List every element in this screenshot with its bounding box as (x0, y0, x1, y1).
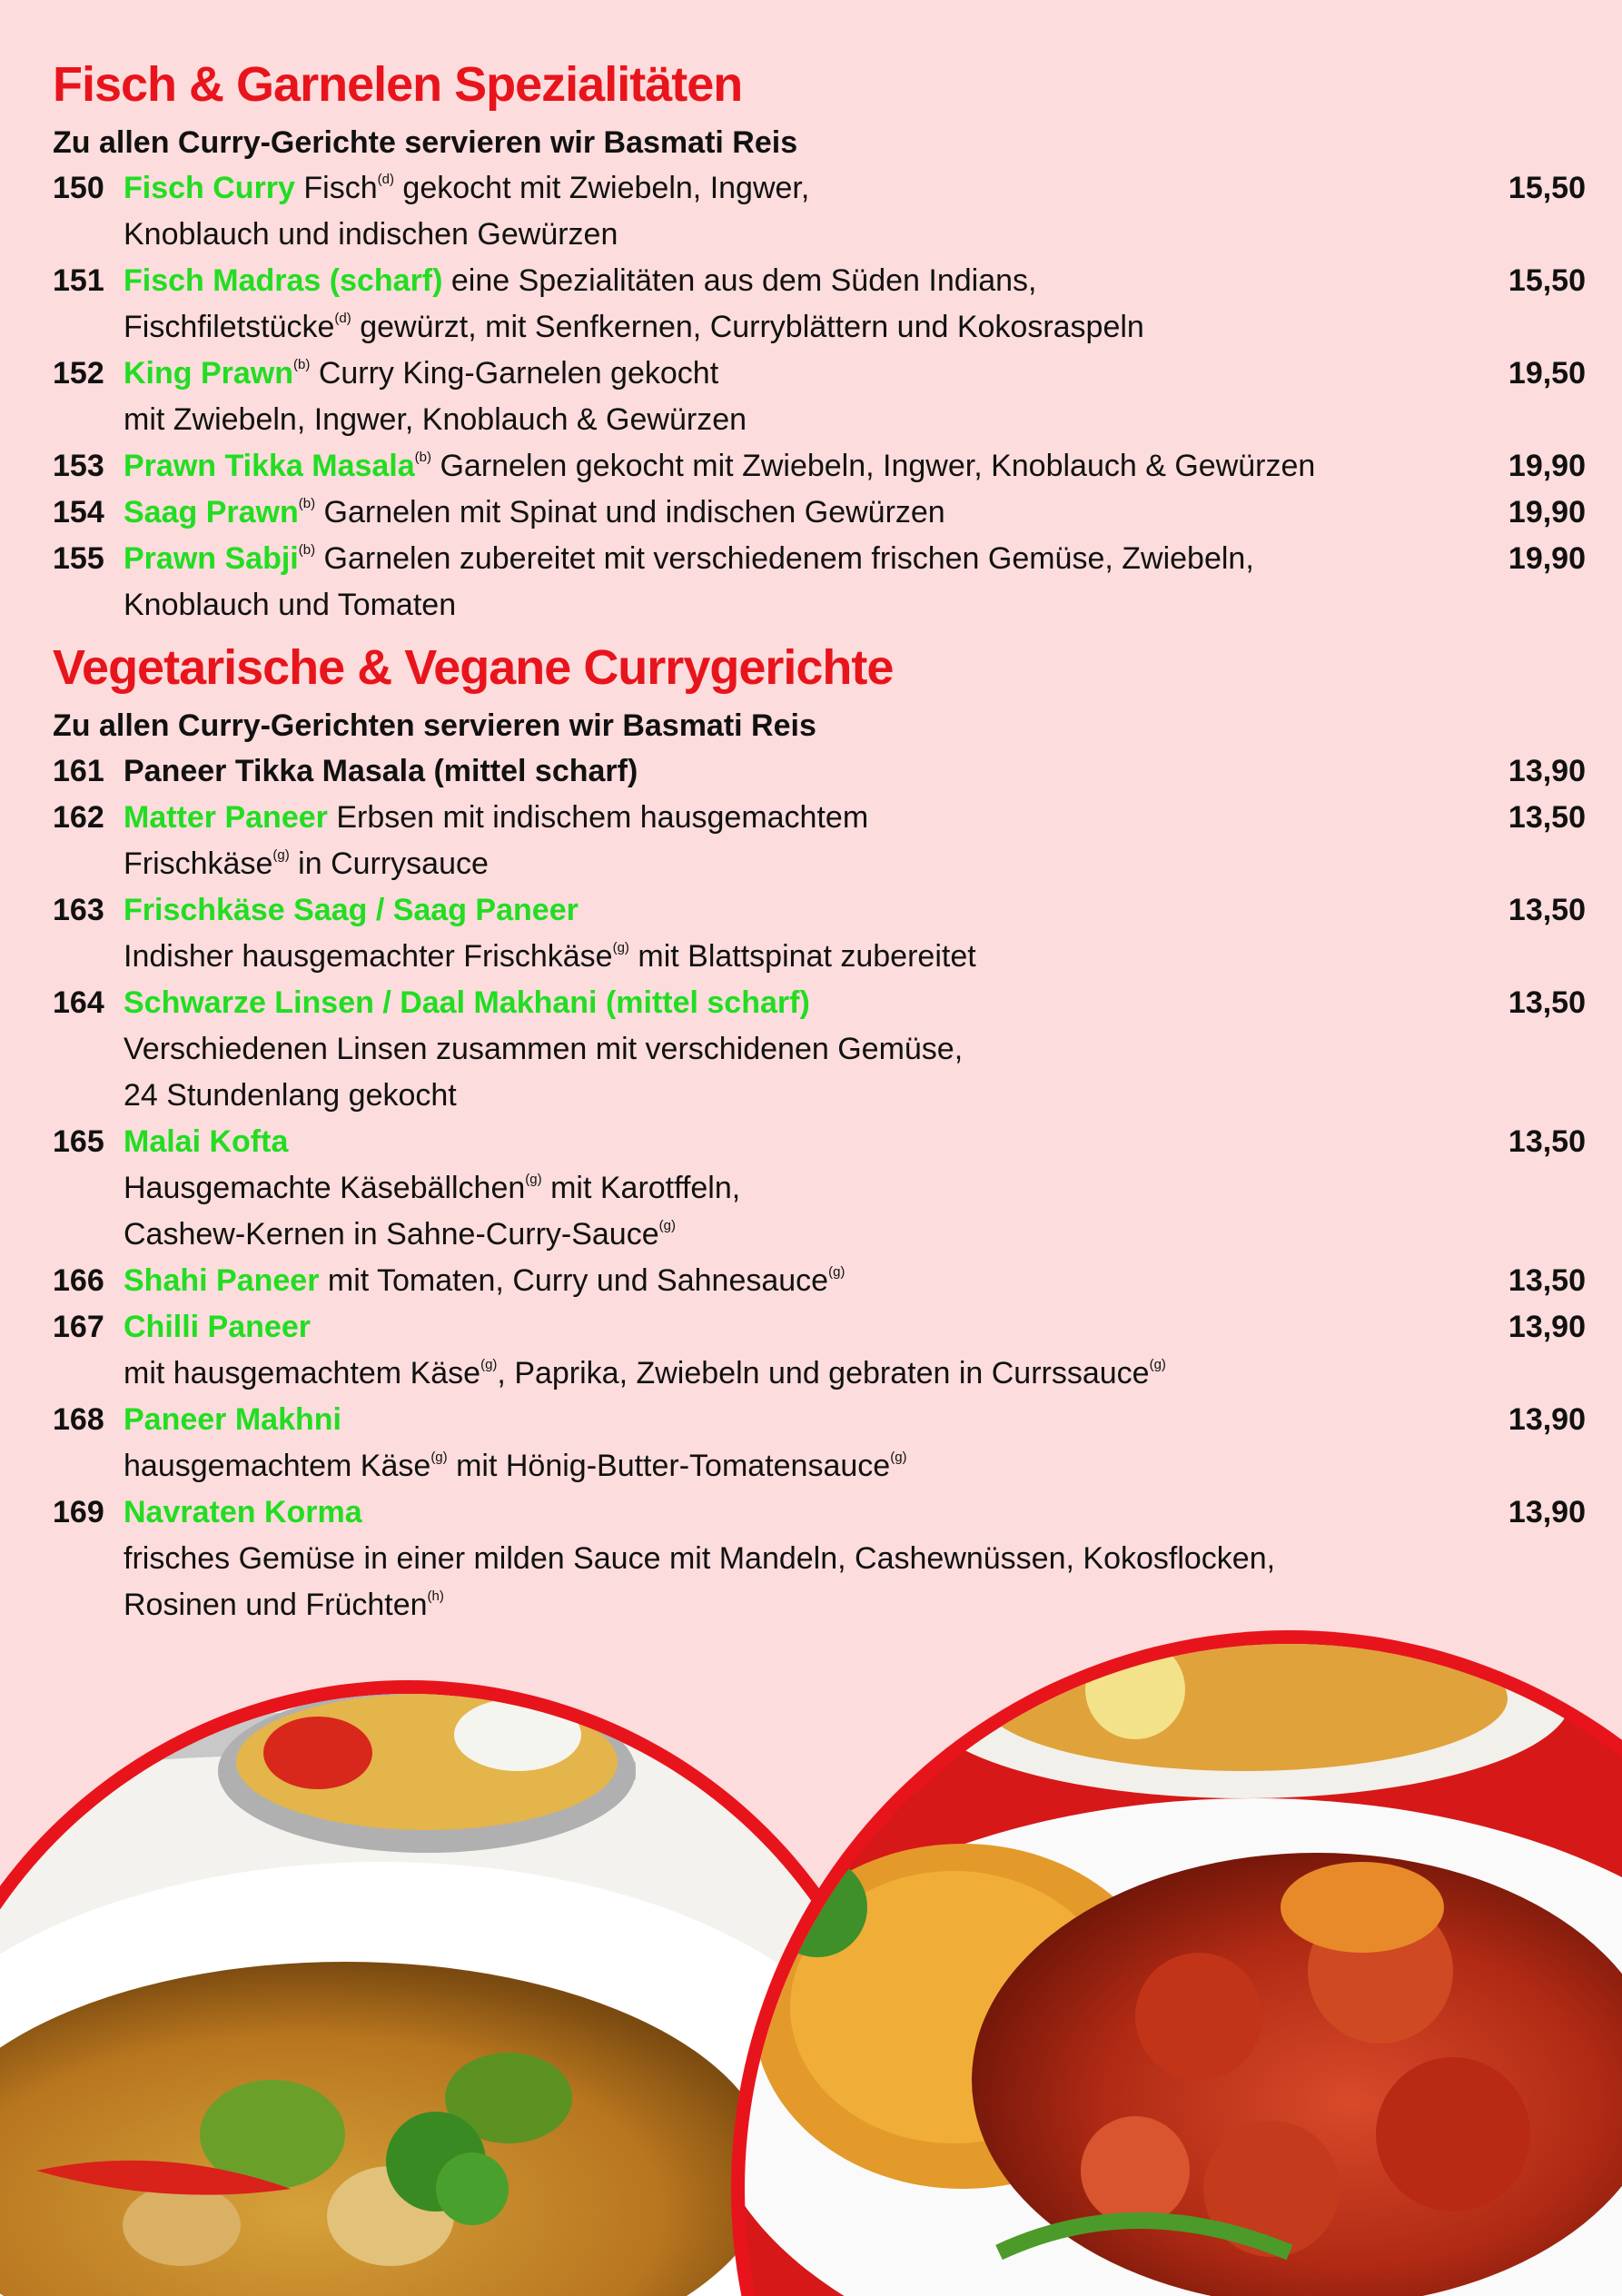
item-name: King Prawn (124, 356, 294, 391)
item-body (124, 258, 1449, 351)
item-number: 153 (53, 449, 104, 483)
item-number: 165 (53, 1124, 104, 1159)
item-name: Fisch Madras (scharf) (124, 263, 443, 298)
item-line (124, 980, 1449, 1026)
food-photos (0, 1626, 1622, 2296)
item-description: Curry King-Garnelen gekocht (310, 356, 719, 391)
item-line (124, 795, 1449, 841)
item-price: 13,50 (1508, 1124, 1586, 1159)
item-line (124, 1026, 1449, 1073)
item-body (124, 1304, 1449, 1397)
item-body (124, 351, 1449, 443)
item-body (124, 980, 1449, 1119)
item-description: mit Tomaten, Curry und Sahnesauce (319, 1263, 829, 1298)
item-description: Indisher hausgemachter Frischkäse (124, 939, 613, 974)
item-description: Hausgemachte Käsebällchen (124, 1171, 526, 1205)
menu-item (53, 351, 1586, 443)
item-body (124, 165, 1449, 258)
item-description: mit Blattspinat zubereitet (628, 939, 976, 974)
item-description: Frischkäse (124, 846, 273, 881)
item-number: 154 (53, 495, 104, 529)
menu-item (53, 443, 1586, 490)
allergen-mark: (d) (334, 311, 351, 326)
item-line (124, 490, 1449, 536)
section-subtitle: Zu allen Curry-Gerichte servieren wir Basmati Reis (53, 125, 798, 160)
item-name: Malai Kofta (124, 1124, 289, 1159)
item-line (124, 934, 1449, 980)
item-price: 13,50 (1508, 1263, 1586, 1298)
allergen-mark: (g) (480, 1357, 498, 1372)
item-description: mit Karotffeln, (541, 1171, 741, 1205)
item-price: 13,50 (1508, 893, 1586, 927)
item-body (124, 1397, 1449, 1489)
allergen-mark: (g) (828, 1264, 846, 1280)
menu-item (53, 980, 1586, 1119)
item-description: Garnelen gekocht mit Zwiebeln, Ingwer, Knoblauch & Gewürzen (431, 449, 1316, 483)
item-description: mit Zwiebeln, Ingwer, Knoblauch & Gewürzen (124, 402, 747, 437)
item-description: Rosinen und Früchten (124, 1588, 428, 1622)
allergen-mark: (g) (612, 940, 629, 955)
item-line (124, 1073, 1449, 1119)
item-description: Erbsen mit indischem hausgemachtem (327, 800, 869, 835)
item-line (124, 351, 1449, 397)
item-line (124, 397, 1449, 443)
item-line (124, 1489, 1449, 1536)
menu-section (53, 54, 1586, 628)
item-line (124, 304, 1449, 351)
menu-item (53, 1489, 1586, 1628)
item-body (124, 490, 1449, 536)
item-description: gekocht mit Zwiebeln, Ingwer, (393, 171, 810, 205)
item-price: 13,90 (1508, 1402, 1586, 1437)
menu-item (53, 1397, 1586, 1489)
item-name: Prawn Tikka Masala (124, 449, 415, 483)
item-name: Chilli Paneer (124, 1310, 311, 1344)
menu-section (53, 638, 1586, 1628)
item-number: 166 (53, 1263, 104, 1298)
item-description: Knoblauch und indischen Gewürzen (124, 217, 618, 252)
tikka-photo (708, 1626, 1622, 2296)
item-line (124, 1304, 1449, 1351)
allergen-mark: (g) (890, 1450, 907, 1465)
item-name: Shahi Paneer (124, 1263, 320, 1298)
item-price: 13,90 (1508, 1495, 1586, 1529)
item-description: hausgemachtem Käse (124, 1449, 431, 1483)
menu-item (53, 490, 1586, 536)
item-price: 19,90 (1508, 449, 1586, 483)
allergen-mark: (g) (272, 847, 290, 863)
menu-item (53, 1304, 1586, 1397)
item-description: Fisch (294, 171, 378, 205)
item-name: Paneer Makhni (124, 1402, 341, 1437)
item-body (124, 887, 1449, 980)
item-body (124, 748, 1449, 795)
item-number: 164 (53, 985, 104, 1020)
item-description: , Paprika, Zwiebeln und gebraten in Currssauce (497, 1356, 1150, 1390)
allergen-mark: (b) (298, 496, 316, 511)
item-price: 15,50 (1508, 263, 1586, 298)
item-name: Prawn Sabji (124, 541, 299, 576)
allergen-mark: (g) (1149, 1357, 1166, 1372)
item-body (124, 536, 1449, 628)
item-price: 19,50 (1508, 356, 1586, 391)
allergen-mark: (g) (525, 1172, 542, 1187)
item-price: 19,90 (1508, 495, 1586, 529)
item-line (124, 1582, 1449, 1628)
item-description: eine Spezialitäten aus dem Süden Indians, (442, 263, 1037, 298)
item-line (124, 748, 1449, 795)
menu-content (53, 54, 1586, 1628)
item-body (124, 1258, 1449, 1304)
item-line (124, 1443, 1449, 1489)
item-line (124, 1258, 1449, 1304)
item-number: 168 (53, 1402, 104, 1437)
item-price: 13,90 (1508, 754, 1586, 788)
item-body (124, 1119, 1449, 1258)
menu-item (53, 536, 1586, 628)
item-number: 162 (53, 800, 104, 835)
item-name: Frischkäse Saag / Saag Paneer (124, 893, 579, 927)
item-description: Fischfiletstücke (124, 310, 335, 344)
item-body (124, 1489, 1449, 1628)
item-line (124, 212, 1449, 258)
item-number: 163 (53, 893, 104, 927)
section-title: Fisch & Garnelen Spezialitäten (53, 57, 743, 112)
allergen-mark: (g) (658, 1218, 676, 1233)
item-line (124, 1536, 1449, 1582)
item-line (124, 1212, 1449, 1258)
item-line (124, 582, 1449, 628)
allergen-mark: (b) (414, 450, 432, 465)
item-name: Paneer Tikka Masala (mittel scharf) (124, 754, 638, 788)
item-name: Saag Prawn (124, 495, 299, 529)
menu-item (53, 1119, 1586, 1258)
allergen-mark: (b) (293, 357, 311, 372)
item-price: 15,50 (1508, 171, 1586, 205)
allergen-mark: (b) (298, 542, 316, 558)
menu-item (53, 887, 1586, 980)
allergen-mark: (d) (377, 172, 394, 187)
section-subtitle: Zu allen Curry-Gerichten servieren wir Basmati Reis (53, 708, 816, 743)
item-line (124, 887, 1449, 934)
menu-item (53, 258, 1586, 351)
item-description: Garnelen mit Spinat und indischen Gewürzen (315, 495, 945, 529)
item-name: Fisch Curry (124, 171, 295, 205)
menu-item (53, 165, 1586, 258)
item-description: mit Hönig-Butter-Tomatensauce (447, 1449, 891, 1483)
allergen-mark: (h) (427, 1588, 444, 1604)
menu-item (53, 748, 1586, 795)
item-body (124, 795, 1449, 887)
item-description: Verschiedenen Linsen zusammen mit verschidenen Gemüse, (124, 1032, 964, 1066)
item-number: 150 (53, 171, 104, 205)
item-description: gewürzt, mit Senfkernen, Curryblättern und Kokosraspeln (351, 310, 1144, 344)
item-number: 155 (53, 541, 104, 576)
item-line (124, 443, 1449, 490)
item-price: 19,90 (1508, 541, 1586, 576)
allergen-mark: (g) (430, 1450, 448, 1465)
item-description: frisches Gemüse in einer milden Sauce mit Mandeln, Cashewnüssen, Kokosflocken, (124, 1541, 1276, 1576)
section-title: Vegetarische & Vegane Currygerichte (53, 640, 894, 695)
item-description: mit hausgemachtem Käse (124, 1356, 481, 1390)
item-description: Knoblauch und Tomaten (124, 588, 457, 622)
item-number: 167 (53, 1310, 104, 1344)
item-line (124, 1119, 1449, 1165)
item-description: Cashew-Kernen in Sahne-Curry-Sauce (124, 1217, 659, 1252)
item-description: in Currysauce (289, 846, 489, 881)
item-price: 13,50 (1508, 800, 1586, 835)
item-number: 169 (53, 1495, 104, 1529)
item-price: 13,50 (1508, 985, 1586, 1020)
menu-item (53, 1258, 1586, 1304)
item-name: Schwarze Linsen / Daal Makhani (mittel scharf) (124, 985, 810, 1020)
item-line (124, 165, 1449, 212)
item-line (124, 841, 1449, 887)
item-number: 151 (53, 263, 104, 298)
item-number: 152 (53, 356, 104, 391)
item-line (124, 536, 1449, 582)
item-price: 13,90 (1508, 1310, 1586, 1344)
item-body (124, 443, 1449, 490)
item-line (124, 1165, 1449, 1212)
item-description: 24 Stundenlang gekocht (124, 1078, 457, 1113)
item-line (124, 1397, 1449, 1443)
item-name: Navraten Korma (124, 1495, 362, 1529)
item-name: Matter Paneer (124, 800, 328, 835)
item-line (124, 1351, 1449, 1397)
item-line (124, 258, 1449, 304)
item-number: 161 (53, 754, 104, 788)
item-description: Garnelen zubereitet mit verschiedenem frischen Gemüse, Zwiebeln, (315, 541, 1254, 576)
menu-item (53, 795, 1586, 887)
